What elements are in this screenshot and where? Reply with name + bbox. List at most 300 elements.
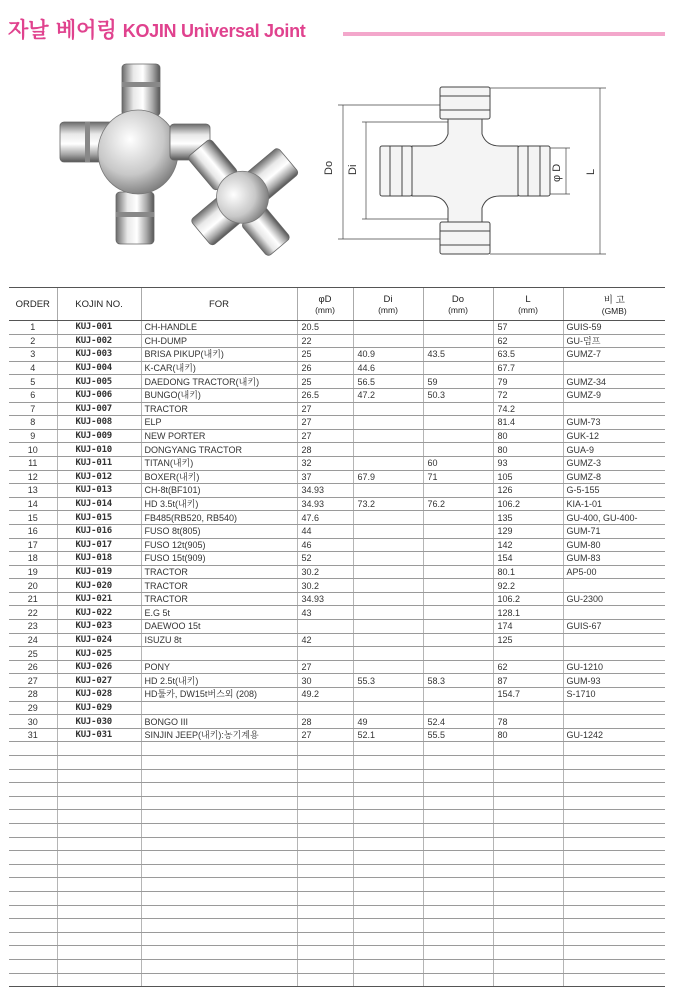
l-cell: 154 [493, 552, 563, 566]
table-row [9, 688, 665, 702]
empty-cell [493, 959, 563, 973]
do-cell [423, 321, 493, 335]
empty-cell [141, 864, 297, 878]
kojin-no-cell: KUJ-005 [57, 375, 141, 389]
empty-cell [423, 742, 493, 756]
di-cell [353, 456, 423, 470]
page-title [8, 14, 306, 40]
empty-cell [141, 837, 297, 851]
empty-cell [141, 756, 297, 770]
empty-cell [297, 756, 353, 770]
l-cell: 79 [493, 375, 563, 389]
order-cell: 13 [9, 484, 57, 498]
empty-cell [423, 905, 493, 919]
order-cell: 1 [9, 321, 57, 335]
title-korean: 자날 베어링 [8, 18, 117, 42]
l-cell: 81.4 [493, 416, 563, 430]
blank-row [9, 864, 665, 878]
do-cell [423, 620, 493, 634]
table-row [9, 701, 665, 715]
order-cell: 25 [9, 647, 57, 661]
blank-row [9, 905, 665, 919]
kojin-no-cell: KUJ-009 [57, 429, 141, 443]
l-cell: 106.2 [493, 592, 563, 606]
do-cell [423, 606, 493, 620]
empty-cell [57, 851, 141, 865]
table-row [9, 579, 665, 593]
empty-cell [563, 837, 665, 851]
for-cell: DAEDONG TRACTOR(내키) [141, 375, 297, 389]
di-cell: 44.6 [353, 361, 423, 375]
empty-cell [423, 919, 493, 933]
for-cell: E.G 5t [141, 606, 297, 620]
empty-cell [423, 769, 493, 783]
l-cell: 154.7 [493, 688, 563, 702]
empty-cell [141, 973, 297, 987]
table-row [9, 715, 665, 729]
for-cell: TRACTOR [141, 579, 297, 593]
empty-cell [353, 783, 423, 797]
for-cell: FB485(RB520, RB540) [141, 511, 297, 525]
do-cell [423, 552, 493, 566]
for-cell: FUSO 8t(805) [141, 524, 297, 538]
blank-row [9, 756, 665, 770]
table-row [9, 552, 665, 566]
order-cell: 2 [9, 334, 57, 348]
for-cell: CH-HANDLE [141, 321, 297, 335]
empty-cell [353, 878, 423, 892]
empty-cell [493, 932, 563, 946]
col-do-label: Do [451, 293, 465, 305]
empty-cell [297, 783, 353, 797]
l-cell: 62 [493, 660, 563, 674]
l-cell: 74.2 [493, 402, 563, 416]
col-od [297, 288, 353, 321]
for-cell: FUSO 12t(905) [141, 538, 297, 552]
remark-cell: GUM-73 [563, 416, 665, 430]
order-cell: 11 [9, 456, 57, 470]
do-cell [423, 334, 493, 348]
remark-cell: GU-덤프 [563, 334, 665, 348]
empty-cell [297, 932, 353, 946]
remark-cell [563, 647, 665, 661]
empty-cell [353, 891, 423, 905]
empty-cell [493, 769, 563, 783]
order-cell: 27 [9, 674, 57, 688]
di-cell: 47.2 [353, 388, 423, 402]
table-row [9, 565, 665, 579]
table-row [9, 456, 665, 470]
order-cell: 20 [9, 579, 57, 593]
blank-row [9, 973, 665, 987]
empty-cell [57, 878, 141, 892]
remark-cell: GUIS-59 [563, 321, 665, 335]
title-english: KOJIN Universal Joint [122, 21, 306, 41]
empty-cell [57, 796, 141, 810]
od-cell: 22 [297, 334, 353, 348]
empty-cell [57, 959, 141, 973]
table-row [9, 348, 665, 362]
blank-row [9, 769, 665, 783]
kojin-no-cell: KUJ-008 [57, 416, 141, 430]
do-cell: 55.5 [423, 728, 493, 742]
col-do [423, 288, 493, 321]
empty-cell [563, 932, 665, 946]
empty-cell [9, 851, 57, 865]
empty-cell [57, 769, 141, 783]
od-cell: 34.93 [297, 484, 353, 498]
for-cell: CH-DUMP [141, 334, 297, 348]
kojin-no-cell: KUJ-015 [57, 511, 141, 525]
empty-cell [423, 946, 493, 960]
spec-table [9, 287, 665, 987]
od-cell: 42 [297, 633, 353, 647]
for-cell: CH-8t(BF101) [141, 484, 297, 498]
do-cell: 52.4 [423, 715, 493, 729]
empty-cell [141, 878, 297, 892]
joint-front [60, 64, 210, 244]
remark-cell: S-1710 [563, 688, 665, 702]
order-cell: 6 [9, 388, 57, 402]
blank-row [9, 823, 665, 837]
empty-cell [353, 810, 423, 824]
empty-cell [297, 810, 353, 824]
l-cell: 92.2 [493, 579, 563, 593]
dimension-drawing [318, 82, 618, 260]
kojin-no-cell: KUJ-001 [57, 321, 141, 335]
col-order: ORDER [9, 288, 57, 321]
empty-cell [57, 946, 141, 960]
for-cell: TRACTOR [141, 565, 297, 579]
empty-cell [141, 810, 297, 824]
kojin-no-cell: KUJ-016 [57, 524, 141, 538]
empty-cell [493, 946, 563, 960]
l-cell: 106.2 [493, 497, 563, 511]
remark-cell [563, 633, 665, 647]
empty-cell [141, 823, 297, 837]
blank-row [9, 783, 665, 797]
empty-cell [353, 919, 423, 933]
kojin-no-cell: KUJ-023 [57, 620, 141, 634]
blank-row [9, 851, 665, 865]
empty-cell [493, 756, 563, 770]
kojin-no-cell: KUJ-025 [57, 647, 141, 661]
remark-cell [563, 606, 665, 620]
empty-cell [493, 742, 563, 756]
od-cell: 25 [297, 375, 353, 389]
do-cell [423, 579, 493, 593]
empty-cell [563, 973, 665, 987]
order-cell: 18 [9, 552, 57, 566]
col-remark-unit: (GMB) [601, 306, 627, 316]
empty-cell [423, 959, 493, 973]
empty-cell [563, 783, 665, 797]
empty-cell [563, 905, 665, 919]
remark-cell: GUM-80 [563, 538, 665, 552]
label-di: Di [347, 164, 359, 175]
od-cell: 28 [297, 715, 353, 729]
di-cell [353, 524, 423, 538]
l-cell: 126 [493, 484, 563, 498]
di-cell [353, 402, 423, 416]
remark-cell [563, 715, 665, 729]
od-cell: 47.6 [297, 511, 353, 525]
remark-cell: GU-1210 [563, 660, 665, 674]
l-cell: 128.1 [493, 606, 563, 620]
table-row [9, 511, 665, 525]
order-cell: 23 [9, 620, 57, 634]
empty-cell [493, 851, 563, 865]
order-cell: 26 [9, 660, 57, 674]
remark-cell: GUA-9 [563, 443, 665, 457]
empty-cell [9, 756, 57, 770]
l-cell: 80.1 [493, 565, 563, 579]
col-kojin-no: KOJIN NO. [57, 288, 141, 321]
table-row [9, 674, 665, 688]
order-cell: 4 [9, 361, 57, 375]
empty-cell [57, 919, 141, 933]
do-cell [423, 592, 493, 606]
empty-cell [9, 837, 57, 851]
empty-cell [57, 837, 141, 851]
l-cell: 80 [493, 728, 563, 742]
empty-cell [9, 905, 57, 919]
remark-cell: GUM-71 [563, 524, 665, 538]
empty-cell [563, 756, 665, 770]
table-body [9, 321, 665, 987]
col-od-label: φD [318, 293, 332, 305]
di-cell [353, 620, 423, 634]
do-cell [423, 660, 493, 674]
empty-cell [297, 946, 353, 960]
di-cell: 67.9 [353, 470, 423, 484]
table-row [9, 728, 665, 742]
l-cell [493, 647, 563, 661]
empty-cell [57, 742, 141, 756]
empty-cell [353, 932, 423, 946]
di-cell: 52.1 [353, 728, 423, 742]
col-l-label: L [525, 293, 531, 305]
for-cell: FUSO 15t(909) [141, 552, 297, 566]
do-cell: 50.3 [423, 388, 493, 402]
empty-cell [297, 905, 353, 919]
do-cell [423, 402, 493, 416]
empty-cell [297, 878, 353, 892]
empty-cell [423, 823, 493, 837]
empty-cell [353, 796, 423, 810]
od-cell: 26 [297, 361, 353, 375]
di-cell [353, 660, 423, 674]
empty-cell [297, 742, 353, 756]
di-cell [353, 511, 423, 525]
do-cell: 76.2 [423, 497, 493, 511]
empty-cell [423, 756, 493, 770]
table-row [9, 484, 665, 498]
empty-cell [57, 783, 141, 797]
empty-cell [141, 783, 297, 797]
kojin-no-cell: KUJ-013 [57, 484, 141, 498]
empty-cell [563, 891, 665, 905]
table-row [9, 497, 665, 511]
col-od-unit: (mm) [315, 304, 335, 315]
empty-cell [141, 796, 297, 810]
empty-cell [57, 932, 141, 946]
do-cell [423, 701, 493, 715]
remark-cell: AP5-00 [563, 565, 665, 579]
label-l: L [585, 168, 597, 175]
col-l [493, 288, 563, 321]
kojin-no-cell: KUJ-028 [57, 688, 141, 702]
table-row [9, 592, 665, 606]
table-row [9, 660, 665, 674]
empty-cell [493, 837, 563, 851]
di-cell: 56.5 [353, 375, 423, 389]
empty-cell [9, 932, 57, 946]
col-di [353, 288, 423, 321]
blank-row [9, 742, 665, 756]
empty-cell [563, 878, 665, 892]
di-cell [353, 416, 423, 430]
empty-cell [297, 769, 353, 783]
for-cell: ELP [141, 416, 297, 430]
remark-cell: G-5-155 [563, 484, 665, 498]
l-cell: 87 [493, 674, 563, 688]
for-cell: PONY [141, 660, 297, 674]
for-cell: TITAN(내키) [141, 456, 297, 470]
order-cell: 31 [9, 728, 57, 742]
di-cell [353, 701, 423, 715]
empty-cell [9, 796, 57, 810]
l-cell: 125 [493, 633, 563, 647]
do-cell [423, 647, 493, 661]
order-cell: 12 [9, 470, 57, 484]
remark-cell: GUIS-67 [563, 620, 665, 634]
remark-cell [563, 402, 665, 416]
empty-cell [353, 742, 423, 756]
table-row [9, 388, 665, 402]
empty-cell [297, 959, 353, 973]
od-cell: 30.2 [297, 565, 353, 579]
empty-cell [493, 783, 563, 797]
empty-cell [297, 919, 353, 933]
kojin-no-cell: KUJ-011 [57, 456, 141, 470]
do-cell [423, 511, 493, 525]
od-cell [297, 647, 353, 661]
l-cell: 57 [493, 321, 563, 335]
do-cell [423, 443, 493, 457]
od-cell: 27 [297, 429, 353, 443]
empty-cell [9, 878, 57, 892]
od-cell: 44 [297, 524, 353, 538]
od-cell: 27 [297, 416, 353, 430]
l-cell: 62 [493, 334, 563, 348]
empty-cell [9, 959, 57, 973]
remark-cell: GU-2300 [563, 592, 665, 606]
table-row [9, 633, 665, 647]
empty-cell [493, 864, 563, 878]
title-underline [343, 32, 665, 36]
empty-cell [57, 810, 141, 824]
order-cell: 30 [9, 715, 57, 729]
do-cell [423, 633, 493, 647]
empty-cell [141, 851, 297, 865]
di-cell [353, 443, 423, 457]
table-row [9, 375, 665, 389]
remark-cell: GUK-12 [563, 429, 665, 443]
empty-cell [353, 837, 423, 851]
di-cell [353, 552, 423, 566]
blank-row [9, 919, 665, 933]
empty-cell [353, 959, 423, 973]
kojin-no-cell: KUJ-018 [57, 552, 141, 566]
for-cell: BRISA PIKUP(내키) [141, 348, 297, 362]
l-cell: 135 [493, 511, 563, 525]
blank-row [9, 796, 665, 810]
empty-cell [423, 783, 493, 797]
empty-cell [9, 783, 57, 797]
empty-cell [423, 837, 493, 851]
for-cell: ISUZU 8t [141, 633, 297, 647]
di-cell: 73.2 [353, 497, 423, 511]
di-cell [353, 579, 423, 593]
blank-row [9, 878, 665, 892]
for-cell [141, 647, 297, 661]
di-cell [353, 688, 423, 702]
table-row [9, 606, 665, 620]
empty-cell [563, 796, 665, 810]
di-cell [353, 538, 423, 552]
od-cell: 20.5 [297, 321, 353, 335]
l-cell: 93 [493, 456, 563, 470]
do-cell [423, 361, 493, 375]
empty-cell [57, 864, 141, 878]
table-row [9, 538, 665, 552]
remark-cell: GU-400, GU-400- [563, 511, 665, 525]
empty-cell [9, 946, 57, 960]
empty-cell [9, 810, 57, 824]
empty-cell [353, 851, 423, 865]
od-cell: 32 [297, 456, 353, 470]
empty-cell [57, 756, 141, 770]
for-cell [141, 701, 297, 715]
empty-cell [423, 891, 493, 905]
kojin-no-cell: KUJ-004 [57, 361, 141, 375]
empty-cell [423, 864, 493, 878]
kojin-no-cell: KUJ-027 [57, 674, 141, 688]
kojin-no-cell: KUJ-022 [57, 606, 141, 620]
col-di-unit: (mm) [378, 304, 398, 315]
order-cell: 8 [9, 416, 57, 430]
do-cell [423, 416, 493, 430]
l-cell: 72 [493, 388, 563, 402]
empty-cell [9, 891, 57, 905]
order-cell: 22 [9, 606, 57, 620]
di-cell [353, 592, 423, 606]
l-cell: 80 [493, 429, 563, 443]
do-cell [423, 688, 493, 702]
kojin-no-cell: KUJ-029 [57, 701, 141, 715]
empty-cell [297, 864, 353, 878]
od-cell: 52 [297, 552, 353, 566]
do-cell [423, 538, 493, 552]
empty-cell [563, 851, 665, 865]
di-cell: 49 [353, 715, 423, 729]
kojin-no-cell: KUJ-024 [57, 633, 141, 647]
empty-cell [493, 878, 563, 892]
for-cell: BUNGO(내키) [141, 388, 297, 402]
l-cell: 129 [493, 524, 563, 538]
od-cell: 27 [297, 402, 353, 416]
